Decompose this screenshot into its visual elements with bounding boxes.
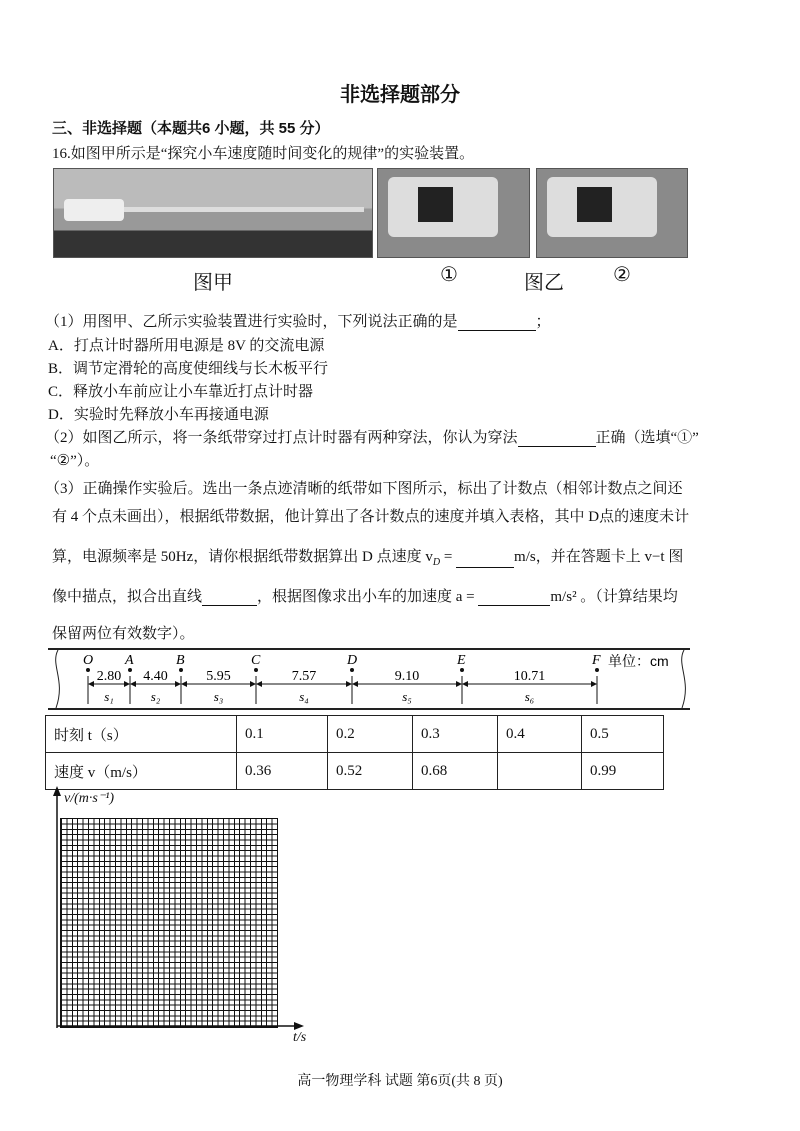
text: m/s，并在答题卡上 v−t 图 — [514, 549, 684, 565]
y-axis-arrow — [53, 786, 61, 796]
arrowhead — [250, 681, 256, 687]
option-a: A．打点计时器所用电源是 8V 的交流电源 — [48, 338, 325, 354]
graph-grid[interactable] — [60, 818, 278, 1028]
caption-circle-2: ② — [613, 264, 631, 286]
table-cell: 0.52 — [328, 753, 413, 790]
option-b: B．调节定滑轮的高度使细线与长木板平行 — [48, 361, 329, 377]
table-cell: 0.3 — [413, 716, 498, 753]
arrowhead — [456, 681, 462, 687]
table-cell: 0.1 — [237, 716, 328, 753]
figure-b2-photo — [536, 168, 688, 258]
distance-label: 4.40 — [143, 669, 168, 684]
figure-b1-photo — [377, 168, 530, 258]
table-cell: 速度 v（m/s） — [46, 753, 237, 790]
y-axis-label: v/(m·s⁻¹) — [64, 791, 115, 806]
caption-fig-b: 图乙 — [524, 272, 564, 294]
segment-label: s₃ — [213, 689, 224, 704]
table-cell: 0.4 — [498, 716, 582, 753]
part3-line2: 有 4 个点未画出），根据纸带数据，他计算出了各计数点的速度并填入表格，其中 D点的速度未计 — [52, 509, 690, 525]
text: ，根据图像求出小车的加速度 a = — [257, 589, 479, 605]
text: 算，电源频率是 50Hz，请你根据纸带数据算出 D 点速度 v — [52, 549, 433, 565]
tape-dot — [179, 668, 183, 672]
tape-dot — [350, 668, 354, 672]
arrowhead — [88, 681, 94, 687]
segment-label: s₄ — [299, 689, 309, 704]
part3-line1: （3）正确操作实验后。选出一条点迹清晰的纸带如下图所示，标出了计数点（相邻计数点之间还 — [45, 481, 683, 497]
text: = — [440, 549, 457, 565]
part2-text: （2）如图乙所示，将一条纸带穿过打点计时器有两种穿法，你认为穿法 — [45, 430, 518, 446]
part1-stem — [45, 310, 551, 331]
point-label: F — [592, 653, 601, 668]
accel-answer-blank[interactable] — [478, 591, 550, 606]
table-cell: 0.36 — [237, 753, 328, 790]
arrowhead — [462, 681, 468, 687]
segment-label: s₅ — [402, 689, 412, 704]
caption-circle-1: ① — [440, 264, 458, 286]
text: m/s² 。（计算结果均 — [550, 589, 678, 605]
arrowhead — [181, 681, 187, 687]
option-c: C．释放小车前应让小车靠近打点计时器 — [48, 384, 314, 400]
section-heading: 三、非选择题（本题共6 小题，共 55 分） — [52, 120, 330, 137]
answer-blank[interactable] — [458, 316, 536, 331]
tape-torn-left-edge — [56, 650, 60, 708]
arrowhead — [175, 681, 181, 687]
table-cell: 0.2 — [328, 716, 413, 753]
table-cell: 0.68 — [413, 753, 498, 790]
x-axis-arrow — [294, 1022, 304, 1030]
tape-dot — [254, 668, 258, 672]
point-label: D — [347, 653, 358, 668]
page-footer: 高一物理学科 试题 第6页(共 8 页) — [297, 1074, 503, 1089]
question-16: 16.如图甲所示是“探究小车速度随时间变化的规律”的实验装置。 — [52, 146, 475, 162]
arrowhead — [352, 681, 358, 687]
paper-tape — [48, 648, 690, 710]
arrowhead — [346, 681, 352, 687]
option-d: D．实验时先释放小车再接通电源 — [48, 407, 269, 423]
unit-label: 单位：cm — [608, 653, 669, 669]
table-cell[interactable] — [498, 753, 582, 790]
part3-line5: 保留两位有效数字）。 — [52, 626, 195, 642]
table-cell: 时刻 t（s） — [46, 716, 237, 753]
tape-torn-right-edge — [682, 650, 686, 708]
part1-text: （1）用图甲、乙所示实验装置进行实验时，下列说法正确的是 — [45, 314, 458, 330]
part3-line4 — [52, 585, 678, 606]
point-label: O — [83, 653, 94, 668]
caption-fig-a: 图甲 — [193, 272, 233, 294]
table-row — [46, 716, 664, 753]
segment-label: s₂ — [150, 689, 161, 704]
tape-dot — [128, 668, 132, 672]
segment-label: s₁ — [104, 689, 114, 704]
segment-label: s₆ — [524, 689, 535, 704]
tape-dot — [460, 668, 464, 672]
part3-line3 — [52, 545, 683, 568]
part2-text-b: 正确（选填“①” — [595, 430, 699, 446]
table-cell: 0.5 — [582, 716, 664, 753]
data-table — [45, 715, 664, 790]
part2-end: “②”）。 — [50, 453, 100, 469]
answer-blank[interactable] — [518, 432, 596, 447]
distance-label: 10.71 — [513, 669, 546, 684]
distance-label: 5.95 — [206, 669, 231, 684]
point-label: A — [125, 653, 134, 668]
tape-dot — [595, 668, 599, 672]
x-axis-label: t/s — [293, 1030, 307, 1045]
point-label: E — [457, 653, 466, 668]
table-cell: 0.99 — [582, 753, 664, 790]
subscript: D — [432, 557, 441, 568]
arrowhead — [124, 681, 130, 687]
part1-end: ； — [535, 314, 551, 330]
distance-label: 9.10 — [394, 669, 420, 684]
arrowhead — [130, 681, 136, 687]
page-title: 非选择题部分 — [340, 84, 460, 106]
point-label: B — [176, 653, 185, 668]
vd-answer-blank[interactable] — [456, 553, 514, 568]
tape-drawing — [48, 650, 690, 708]
distance-label: 7.57 — [291, 669, 317, 684]
point-label: C — [251, 653, 261, 668]
line-answer-blank[interactable] — [202, 591, 257, 606]
figure-a-photo — [53, 168, 373, 258]
tape-dot — [86, 668, 90, 672]
arrowhead — [591, 681, 597, 687]
part2 — [45, 426, 699, 447]
distance-label: 2.80 — [96, 669, 122, 684]
arrowhead — [256, 681, 262, 687]
text: 像中描点，拟合出直线 — [52, 589, 203, 605]
